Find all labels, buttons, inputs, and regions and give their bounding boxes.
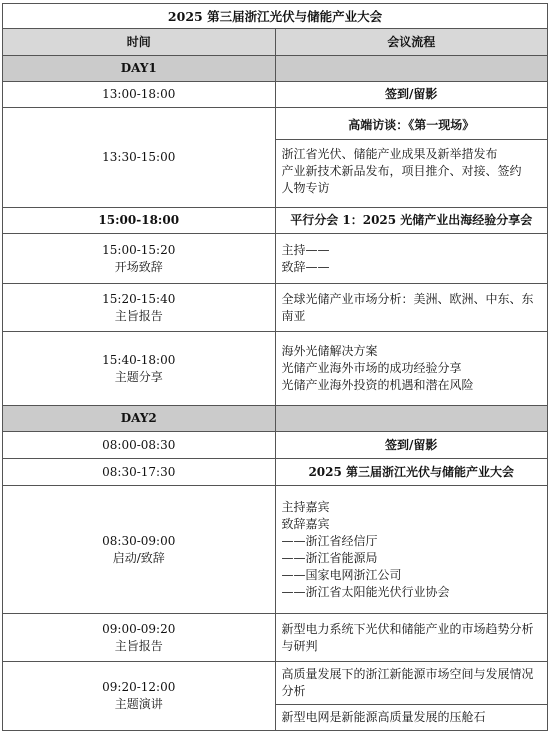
time-cell: 13:30-15:00 <box>3 108 276 208</box>
session-name: 开场致辞 <box>114 259 163 274</box>
day2-row <box>3 406 548 432</box>
time-cell <box>3 614 276 662</box>
time-cell <box>3 284 276 332</box>
time-cell: 08:30-17:30 <box>3 459 276 486</box>
day1-blank <box>275 56 548 82</box>
list-item: 致辞—— <box>281 259 330 274</box>
time-text: 09:20-12:00 <box>102 680 176 694</box>
conference-title: 2025 第三届浙江光伏与储能产业大会 <box>275 459 548 486</box>
list-item: 主持嘉宾 <box>281 499 330 514</box>
list-item: 产业新技术新品发布，项目推介、对接、签约 <box>281 163 522 178</box>
session-name: 主题分享 <box>114 369 163 384</box>
time-cell: 13:00-18:00 <box>3 82 276 108</box>
interview-heading: 高端访谈：《第一现场》 <box>276 113 548 140</box>
day1-row <box>3 56 548 82</box>
list-item: 致辞嘉宾 <box>281 516 330 531</box>
table-row <box>3 614 548 662</box>
header-flow: 会议流程 <box>275 29 548 56</box>
day2-label: DAY2 <box>3 406 276 432</box>
signin-text: 签到/留影 <box>275 432 548 459</box>
time-text: 15:00-15:20 <box>102 242 176 257</box>
list-item: ——浙江省经信厅 <box>281 533 378 548</box>
table-row <box>3 234 548 284</box>
table-row <box>3 486 548 614</box>
header-time: 时间 <box>3 29 276 56</box>
list-item: ——国家电网浙江公司 <box>281 567 402 582</box>
time-cell: 08:00-08:30 <box>3 432 276 459</box>
table-row <box>3 108 548 208</box>
time-cell <box>3 234 276 284</box>
day2-blank <box>275 406 548 432</box>
list-item: ——浙江省太阳能光伏行业协会 <box>281 584 450 599</box>
list-item: 主持—— <box>281 242 330 257</box>
list-item: 光储产业海外市场的成功经验分享 <box>281 361 462 375</box>
list-item: 高质量发展下的浙江新能源市场空间与发展情况分析 <box>276 662 548 705</box>
time-cell <box>3 662 276 731</box>
table-row <box>3 432 548 459</box>
session-name: 启动/致辞 <box>112 550 165 565</box>
table-header <box>3 29 548 56</box>
keynote-text: 全球光储产业市场分析：美洲、欧洲、中东、东南亚 <box>275 284 548 332</box>
opening-cell <box>275 234 548 284</box>
interview-cell <box>275 108 548 208</box>
table-row <box>3 459 548 486</box>
table-row <box>3 332 548 406</box>
time-cell <box>3 332 276 406</box>
table-row <box>3 82 548 108</box>
list-item: 人物专访 <box>281 180 330 195</box>
list-item: 光储产业海外投资的机遇和潜在风险 <box>281 378 474 392</box>
share-cell <box>275 332 548 406</box>
table-row <box>3 208 548 234</box>
time-text: 15:20-15:40 <box>102 291 176 306</box>
time-cell: 15:00-18:00 <box>3 208 276 234</box>
list-item: 浙江省光伏、储能产业成果及新举措发布 <box>281 146 498 161</box>
speech-cell <box>275 662 548 731</box>
table-row <box>3 284 548 332</box>
time-text: 09:00-09:20 <box>102 621 176 636</box>
signin-text: 签到/留影 <box>275 82 548 108</box>
time-cell <box>3 486 276 614</box>
table-row <box>3 662 548 731</box>
list-item: ——浙江省能源局 <box>281 550 378 565</box>
keynote-text: 新型电力系统下光伏和储能产业的市场趋势分析与研判 <box>275 614 548 662</box>
time-text: 15:40-18:00 <box>102 352 176 367</box>
session-name: 主题演讲 <box>114 697 163 711</box>
day1-label: DAY1 <box>3 56 276 82</box>
opening-cell <box>275 486 548 614</box>
session-name: 主旨报告 <box>114 638 163 653</box>
agenda-table <box>2 3 548 731</box>
time-text: 08:30-09:00 <box>102 533 176 548</box>
interview-list <box>276 140 548 203</box>
session-name: 主旨报告 <box>114 308 163 323</box>
page-title: 2025 第三届浙江光伏与储能产业大会 <box>3 4 548 29</box>
list-item: 新型电网是新能源高质量发展的压舱石 <box>281 710 486 724</box>
forum-title: 平行分会 1：2025 光储产业出海经验分享会 <box>275 208 548 234</box>
list-item: 海外光储解决方案 <box>281 344 378 358</box>
